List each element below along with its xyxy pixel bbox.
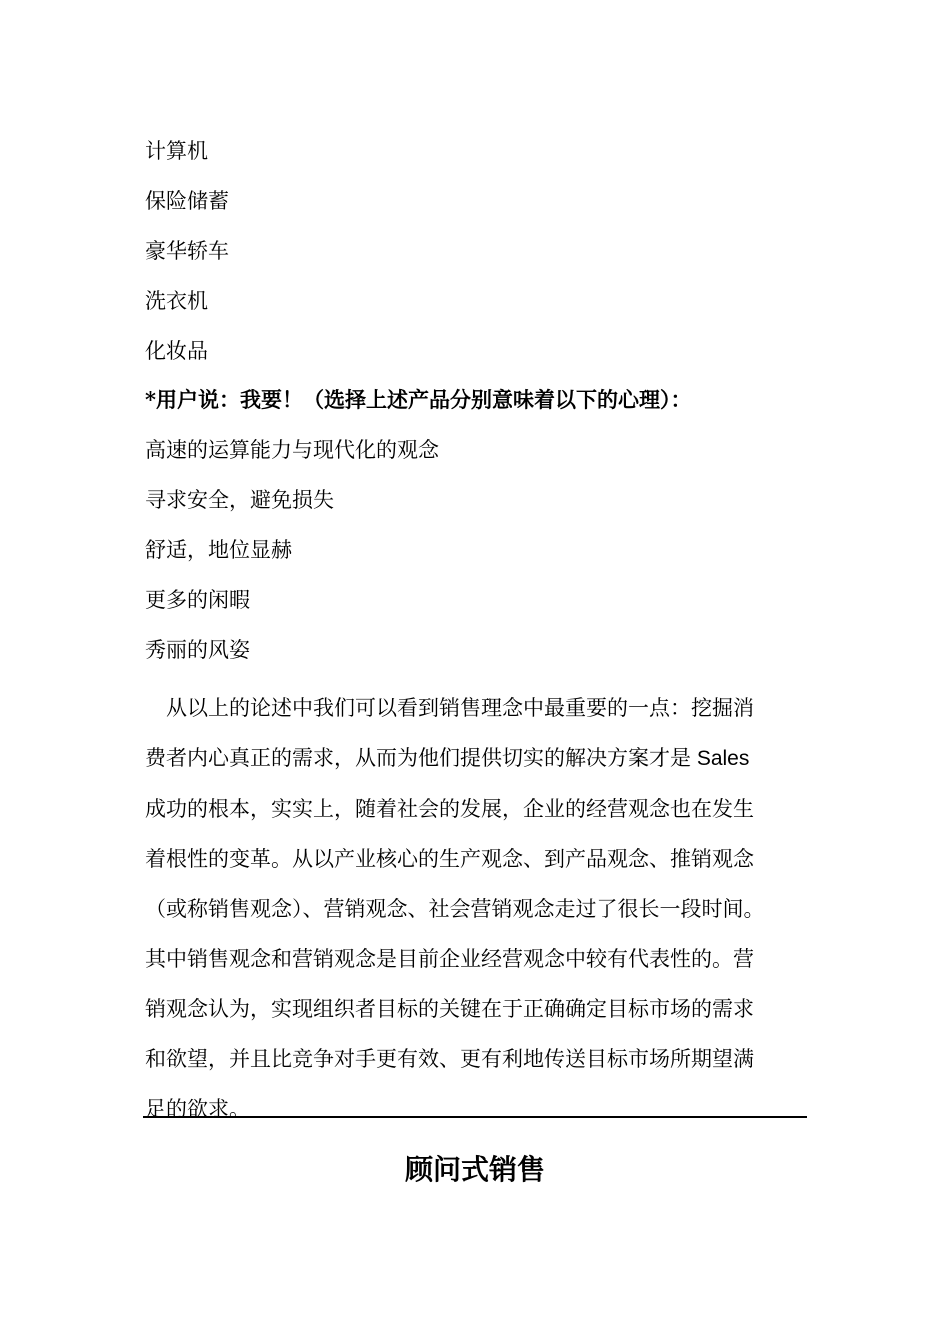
product-item-cosmetics: 化妆品	[145, 339, 208, 363]
section-heading: 顾问式销售	[404, 1153, 545, 1186]
paragraph-line: 销观念认为，实现组织者目标的关键在于正确确定目标市场的需求	[145, 997, 754, 1021]
product-item-insurance: 保险储蓄	[145, 189, 229, 213]
product-item-washing-machine: 洗衣机	[145, 289, 208, 313]
meaning-item-beauty: 秀丽的风姿	[145, 638, 250, 662]
paragraph-line: 足的欲求。	[145, 1097, 250, 1121]
paragraph-line: 和欲望，并且比竞争对手更有效、更有利地传送目标市场所期望满	[145, 1047, 754, 1071]
paragraph-line	[145, 733, 810, 784]
meaning-item-safety: 寻求安全，避免损失	[145, 488, 334, 512]
product-item-luxury-car: 豪华轿车	[145, 239, 229, 263]
product-item-computer: 计算机	[145, 139, 208, 163]
paragraph-text: 费者内心真正的需求，从而为他们提供切实的解决方案才是	[145, 746, 691, 770]
paragraph-line: 从以上的论述中我们可以看到销售理念中最重要的一点：挖掘消	[166, 696, 754, 720]
paragraph-line: 着根性的变革。从以产业核心的生产观念、到产品观念、推销观念	[145, 847, 754, 871]
meaning-item-computing: 高速的运算能力与现代化的观念	[145, 438, 439, 462]
user-says-prompt: *用户说：我要！（选择上述产品分别意味着以下的心理）：	[145, 387, 692, 412]
horizontal-divider	[143, 1116, 807, 1118]
meaning-item-status: 舒适，地位显赫	[145, 538, 292, 562]
paragraph-line: 其中销售观念和营销观念是目前企业经营观念中较有代表性的。营	[145, 947, 754, 971]
paragraph-line: 成功的根本，实实上，随着社会的发展，企业的经营观念也在发生	[145, 797, 754, 821]
meaning-item-leisure: 更多的闲暇	[145, 588, 250, 612]
paragraph-line: （或称销售观念）、营销观念、社会营销观念走过了很长一段时间。	[145, 897, 765, 921]
body-paragraph	[145, 683, 810, 1134]
paragraph-latin-text: Sales	[691, 747, 750, 770]
